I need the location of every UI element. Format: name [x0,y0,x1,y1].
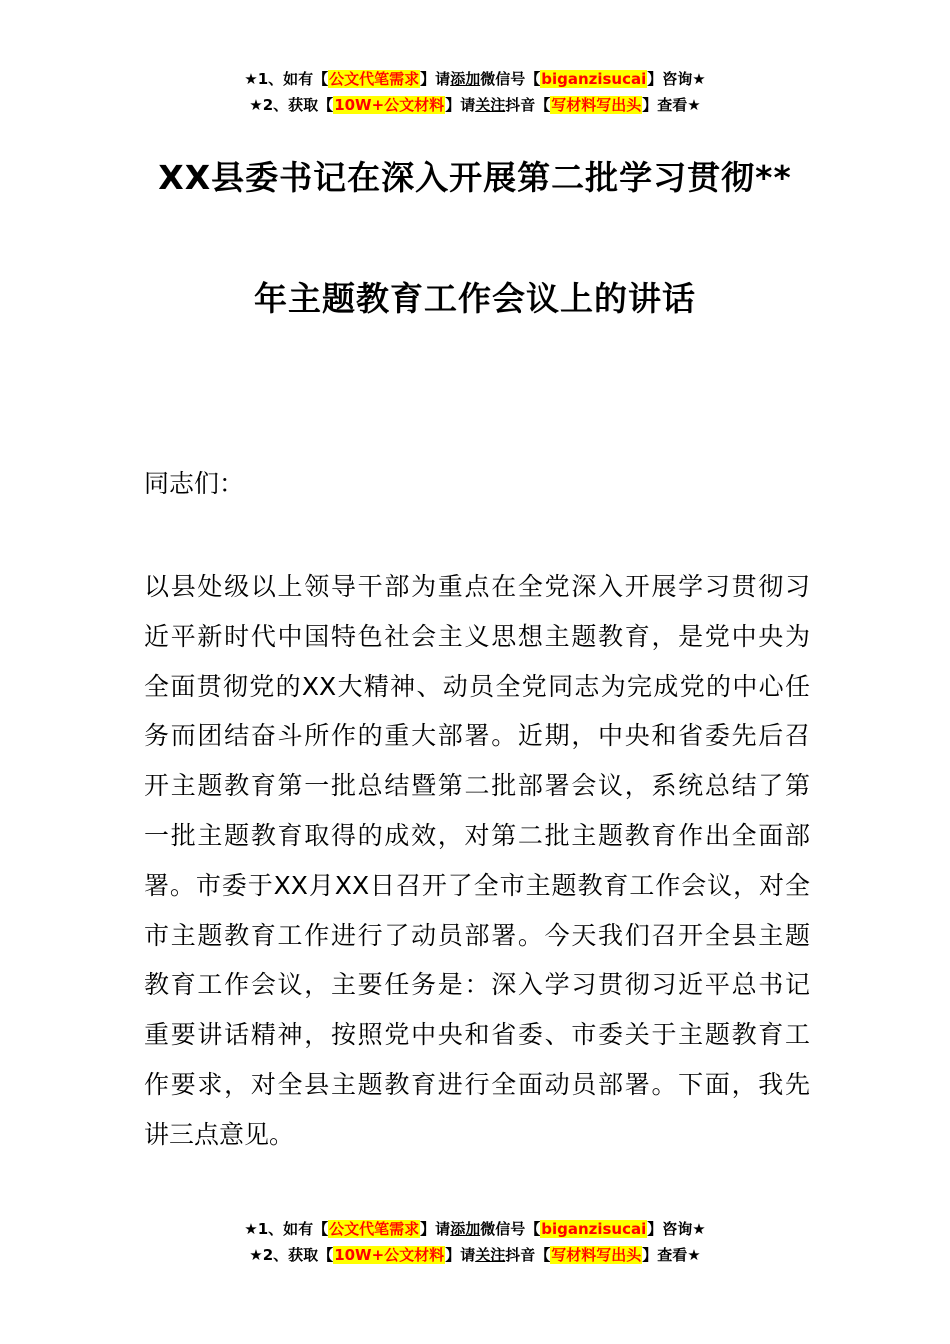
body-line: 近平新时代中国特色社会主义思想主题教育，是党中央为 [144,621,810,651]
body-line: 署。市委于XX月XX日召开了全市主题教育工作会议，对全 [144,870,810,900]
body-line: 务而团结奋斗所作的重大部署。近期，中央和省委先后召 [144,721,810,751]
promo-footer-line-1-mid2: 微信号【 [480,1220,541,1238]
body-line: 教育工作会议，主要任务是：深入学习贯彻习近平总书记 [144,970,810,1000]
promo-footer-highlight-douyin-id: 写材料写出头 [551,1246,642,1264]
promo-underline-add: 添加 [450,70,481,88]
promo-line-1-suffix: 】咨询★ [647,70,706,88]
promo-highlight-wechat-id: biganzisucai [541,70,647,88]
promo-footer-line-1-prefix: ★1、如有【 [244,1220,329,1238]
promo-footer-line-2-mid1: 】请 [445,1246,476,1264]
body-line: 重要讲话精神，按照党中央和省委、市委关于主题教育工 [144,1020,810,1050]
promo-footer-line-2 [0,1242,950,1268]
promo-footer-line-2-suffix: 】查看★ [642,1246,701,1264]
promo-line-1-prefix: ★1、如有【 [244,70,329,88]
promo-footer [0,1216,950,1268]
promo-line-2 [0,92,950,118]
promo-line-1-mid2: 微信号【 [480,70,541,88]
promo-line-2-mid2: 抖音【 [505,96,551,114]
promo-line-1 [0,66,950,92]
promo-line-2-suffix: 】查看★ [642,96,701,114]
promo-highlight-douyin-id: 写材料写出头 [551,96,642,114]
promo-footer-line-1-mid1: 】请 [420,1220,451,1238]
body-line: 讲三点意见。 [144,1119,295,1149]
promo-highlight-materials: 10W+公文材料 [334,96,445,114]
promo-footer-underline-follow: 关注 [475,1246,506,1264]
body-paragraph [144,562,810,1160]
promo-footer-highlight-materials: 10W+公文材料 [334,1246,445,1264]
body-line: 开主题教育第一批总结暨第二批部署会议，系统总结了第 [144,771,810,801]
promo-footer-line-2-mid2: 抖音【 [505,1246,551,1264]
promo-footer-highlight-wechat-id: biganzisucai [541,1220,647,1238]
document-title-line-1: XX县委书记在深入开展第二批学习贯彻** [158,158,792,197]
promo-underline-follow: 关注 [475,96,506,114]
promo-header [0,66,950,118]
promo-highlight-service: 公文代笔需求 [329,70,420,88]
promo-line-2-mid1: 】请 [445,96,476,114]
body-line: 市主题教育工作进行了动员部署。今天我们召开全县主题 [144,920,810,950]
promo-footer-underline-add: 添加 [450,1220,481,1238]
body-line: 一批主题教育取得的成效，对第二批主题教育作出全面部 [144,820,810,850]
salutation: 同志们： [144,469,245,498]
body-line: 作要求，对全县主题教育进行全面动员部署。下面，我先 [144,1069,810,1099]
promo-footer-line-1 [0,1216,950,1242]
promo-footer-highlight-service: 公文代笔需求 [329,1220,420,1238]
body-line: 全面贯彻党的XX大精神、动员全党同志为完成党的中心任 [144,671,810,701]
promo-line-2-prefix: ★2、获取【 [249,96,334,114]
promo-line-1-mid1: 】请 [420,70,451,88]
promo-footer-line-2-prefix: ★2、获取【 [249,1246,334,1264]
body-line: 以县处级以上领导干部为重点在全党深入开展学习贯彻习 [144,572,810,601]
promo-footer-line-1-suffix: 】咨询★ [647,1220,706,1238]
document-title-line-2: 年主题教育工作会议上的讲话 [254,279,696,318]
